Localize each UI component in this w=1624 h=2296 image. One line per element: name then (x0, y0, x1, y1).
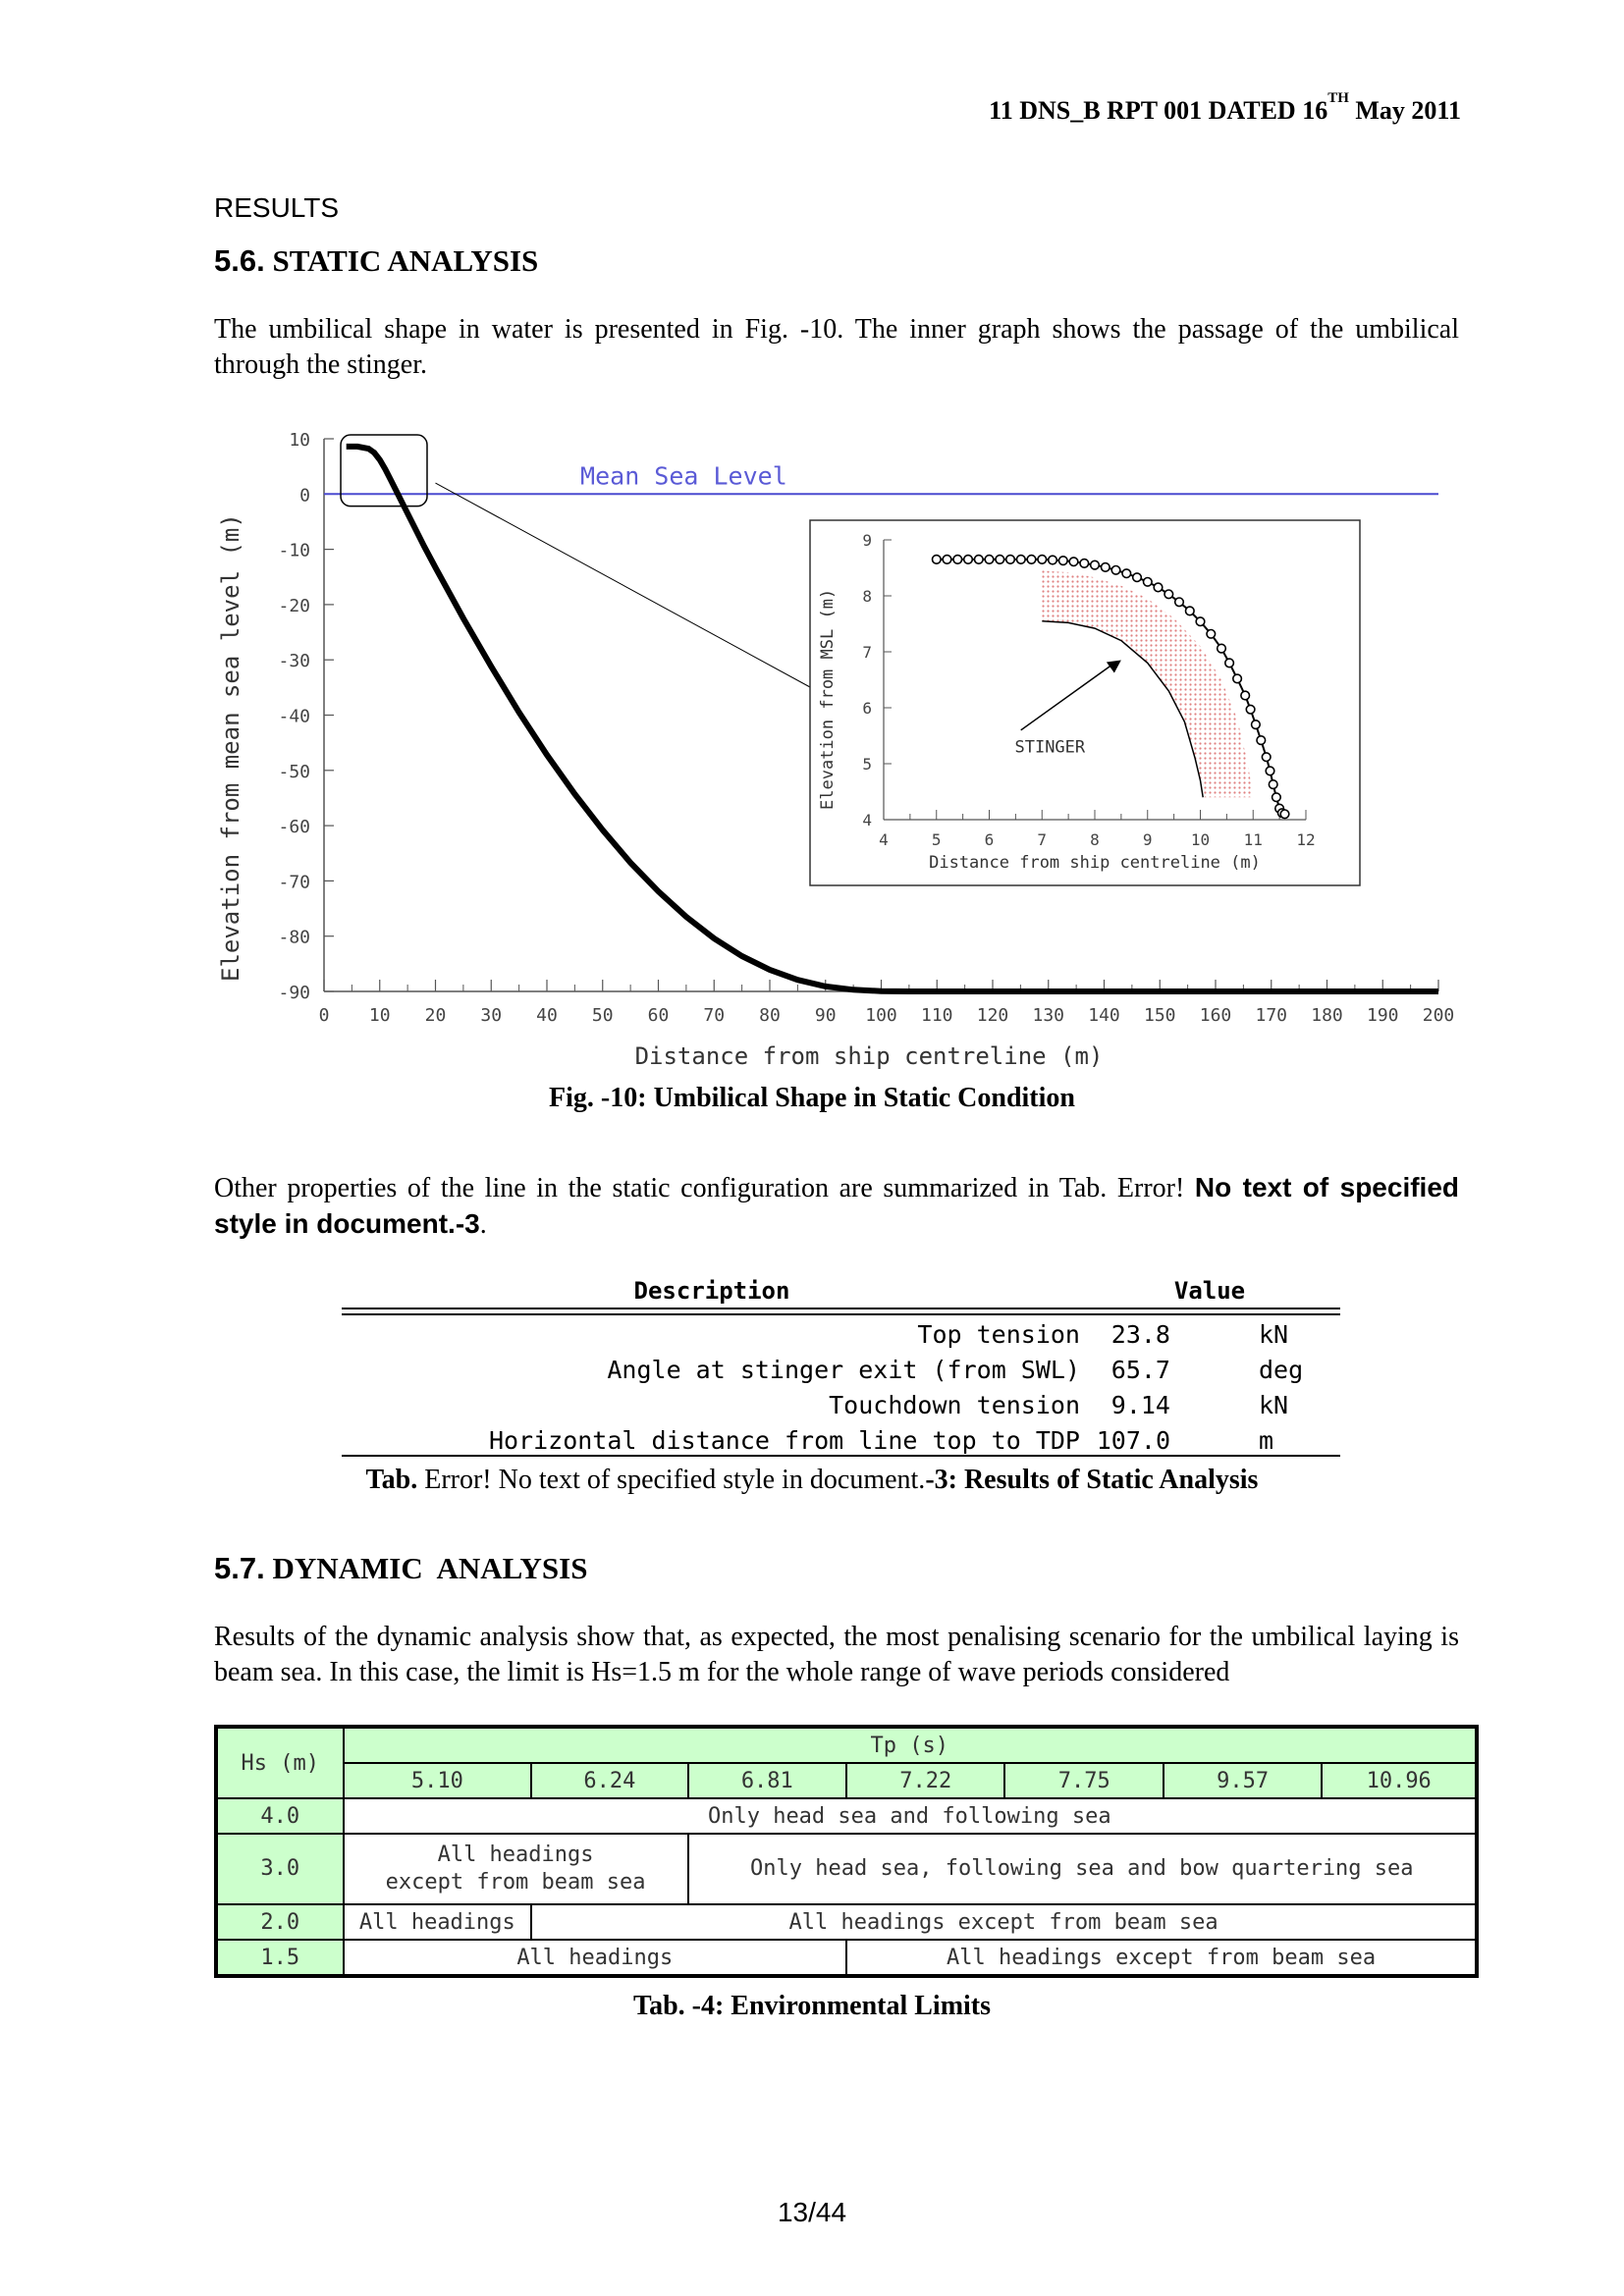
inset-x-tick-label: 9 (1142, 830, 1153, 849)
inset-data-point (975, 556, 984, 564)
table-row (216, 1904, 1477, 1940)
limit-cell-line1: All headings (437, 1842, 594, 1867)
inset-x-tick-label: 5 (931, 830, 942, 849)
inset-data-point (1246, 705, 1255, 714)
x-tick-label: 90 (814, 1005, 837, 1026)
inset-data-point (1241, 691, 1250, 700)
doc-ref-sup: TH (1327, 90, 1349, 106)
limit-cell (344, 1834, 688, 1904)
y-tick-label: -60 (278, 817, 310, 838)
inset-x-tick-label: 4 (879, 830, 889, 849)
inset-data-point (1006, 556, 1015, 564)
x-tick-label: 50 (591, 1005, 614, 1026)
table-row (216, 1940, 1477, 1976)
y-tick-label: -50 (278, 761, 310, 782)
section-title: DYNAMIC ANALYSIS (264, 1551, 588, 1585)
inset-data-point (1091, 561, 1100, 569)
y-tick-label: -30 (278, 651, 310, 672)
inset-data-point (1069, 558, 1078, 566)
inset-x-tick-label: 11 (1243, 830, 1263, 849)
doc-ref-text: 11 DNS_B RPT 001 DATED 16 (989, 96, 1328, 125)
inset-x-tick-label: 6 (984, 830, 995, 849)
tp-value: 5.10 (344, 1763, 532, 1798)
inset-y-tick-label: 5 (862, 755, 872, 774)
limit-cell: All headings (344, 1904, 532, 1940)
tab3-caption-title: -3: Results of Static Analysis (925, 1465, 1259, 1495)
x-tick-label: 100 (865, 1005, 897, 1026)
cell-value: 65.7 (1110, 1356, 1170, 1384)
static-results-table (334, 1271, 1345, 1458)
x-tick-label: 180 (1311, 1005, 1343, 1026)
inset-data-point (1186, 607, 1195, 615)
x-tick-label: 110 (920, 1005, 953, 1026)
cell-unit: kN (1259, 1320, 1289, 1349)
header-value: Value (1173, 1277, 1246, 1305)
x-tick-label: 0 (318, 1005, 330, 1026)
x-tick-label: 120 (976, 1005, 1009, 1026)
para2-error-ref: No text of specified style in document.-3 (214, 1172, 1460, 1239)
inset-y-tick-label: 4 (862, 811, 872, 829)
y-tick-label: 10 (289, 430, 310, 451)
table-row (829, 1391, 1288, 1419)
limit-cell: All headings (344, 1940, 846, 1976)
inset-data-point (1133, 573, 1142, 582)
inset-data-point (1196, 617, 1205, 626)
x-tick-label: 80 (759, 1005, 781, 1026)
hs-value: 3.0 (216, 1834, 344, 1904)
x-tick-label: 40 (536, 1005, 558, 1026)
inset-x-tick-label: 12 (1296, 830, 1316, 849)
inset-y-tick-label: 9 (862, 531, 872, 550)
inset-data-point (1049, 556, 1057, 564)
table-row (607, 1356, 1303, 1384)
table-row (216, 1763, 1477, 1798)
limit-cell: Only head sea, following sea and bow quartering sea (688, 1834, 1477, 1904)
para2-text: Other properties of the line in the static configuration are summarized in Tab. Error! (214, 1173, 1195, 1203)
paragraph-dynamic: Results of the dynamic analysis show that, as expected, the most penalising scenario for the umbilical laying is beam sea. In this case, the limit is Hs=1.5 m for the whole range of wave periods considered (214, 1622, 1459, 1687)
cell-unit: deg (1259, 1356, 1304, 1384)
y-tick-label: -70 (278, 872, 310, 893)
table3-caption (0, 1465, 1624, 1496)
inset-x-tick-label: 10 (1190, 830, 1211, 849)
y-tick-label: -20 (278, 595, 310, 616)
table4-caption: Tab. -4: Environmental Limits (632, 1991, 992, 2021)
hs-value: 4.0 (216, 1798, 344, 1834)
inset-data-point (1154, 583, 1163, 592)
page-number: 13/44 (777, 2197, 847, 2227)
inset-data-point (1272, 793, 1281, 802)
section-number: 5.6. (214, 243, 265, 278)
inset-data-point (1080, 560, 1089, 568)
inset-y-tick-label: 6 (862, 699, 872, 718)
inset-data-point (1038, 556, 1047, 564)
inset-data-point (1017, 556, 1026, 564)
results-label: RESULTS (214, 192, 340, 223)
table-row (489, 1426, 1273, 1455)
inset-data-point (1233, 674, 1242, 683)
inset-data-point (1144, 578, 1153, 587)
environmental-limits-table (214, 1725, 1479, 1978)
tab3-caption-error: Error! No text of specified style in document. (424, 1465, 926, 1495)
y-tick-label: -90 (278, 983, 310, 1003)
y-tick-label: 0 (299, 485, 310, 507)
inset-x-axis-title: Distance from ship centreline (m) (929, 853, 1261, 873)
x-tick-label: 30 (480, 1005, 503, 1026)
cell-description: Touchdown tension (829, 1391, 1080, 1419)
section-heading-dynamic (214, 1551, 587, 1586)
y-tick-label: -80 (278, 927, 310, 948)
section-heading-static (214, 243, 538, 279)
x-tick-label: 200 (1422, 1005, 1455, 1026)
main-y-axis-title: Elevation from mean sea level (m) (217, 513, 244, 982)
x-tick-label: 20 (424, 1005, 447, 1026)
table-row (216, 1834, 1477, 1904)
tp-value: 7.22 (846, 1763, 1004, 1798)
para2-end: . (479, 1209, 487, 1240)
inset-data-point (1111, 566, 1120, 575)
inset-frame (810, 520, 1360, 885)
header-description: Description (633, 1277, 790, 1305)
x-tick-label: 160 (1199, 1005, 1232, 1026)
x-tick-label: 70 (703, 1005, 726, 1026)
tab3-caption-prefix: Tab. (365, 1465, 425, 1495)
inset-data-point (1266, 767, 1274, 775)
inset-data-point (1218, 644, 1226, 653)
limit-cell-line2: except from beam sea (385, 1870, 646, 1895)
y-tick-label: -10 (278, 540, 310, 561)
inset-data-point (1059, 557, 1068, 565)
cell-unit: m (1259, 1426, 1274, 1455)
inset-y-tick-label: 8 (862, 587, 872, 606)
cell-description: Horizontal distance from line top to TDP (488, 1426, 1080, 1455)
inset-y-axis-title: Elevation from MSL (m) (818, 588, 838, 810)
inset-data-point (1175, 598, 1184, 607)
section-title: STATIC ANALYSIS (264, 243, 539, 278)
hs-header: Hs (m) (216, 1727, 344, 1798)
tp-value: 7.75 (1004, 1763, 1163, 1798)
section-number: 5.7. (214, 1551, 265, 1585)
inset-data-point (1122, 569, 1131, 578)
umbilical-shape-chart (196, 417, 1473, 1080)
inset-data-point (943, 556, 951, 564)
limit-cell: All headings except from beam sea (846, 1940, 1477, 1976)
tp-value: 6.24 (531, 1763, 687, 1798)
x-tick-label: 130 (1032, 1005, 1065, 1026)
x-tick-label: 190 (1366, 1005, 1399, 1026)
x-tick-label: 170 (1255, 1005, 1288, 1026)
figure-caption: Fig. -10: Umbilical Shape in Static Condition (549, 1083, 1075, 1113)
inset-x-tick-label: 7 (1037, 830, 1048, 849)
paragraph-static-summary (214, 1170, 1459, 1243)
table-row (917, 1320, 1288, 1349)
inset-data-point (1102, 563, 1110, 572)
inset-y-tick-label: 7 (862, 643, 872, 662)
x-tick-label: 140 (1088, 1005, 1120, 1026)
inset-data-point (953, 556, 962, 564)
inset-data-point (1164, 590, 1173, 599)
inset-x-tick-label: 8 (1090, 830, 1100, 849)
cell-value: 107.0 (1096, 1426, 1170, 1455)
tp-value: 6.81 (688, 1763, 846, 1798)
x-tick-label: 150 (1143, 1005, 1176, 1026)
inset-data-point (985, 556, 994, 564)
inset-data-point (1262, 753, 1271, 762)
table-row (216, 1798, 1477, 1834)
inset-data-point (1225, 659, 1234, 667)
inset-data-point (1027, 556, 1036, 564)
document-reference (989, 90, 1461, 126)
tp-value: 9.57 (1164, 1763, 1322, 1798)
table-row (216, 1727, 1477, 1763)
inset-data-point (933, 556, 942, 564)
cell-unit: kN (1259, 1391, 1289, 1419)
limit-cell: Only head sea and following sea (344, 1798, 1477, 1834)
inset-data-point (1280, 810, 1289, 819)
tp-header: Tp (s) (344, 1727, 1477, 1763)
inset-data-point (1252, 721, 1261, 729)
inset-data-point (1257, 736, 1266, 745)
inset-data-point (1269, 780, 1277, 789)
inset-data-point (1207, 630, 1216, 639)
cell-description: Angle at stinger exit (from SWL) (607, 1356, 1080, 1384)
zoom-connector-line (436, 483, 811, 687)
limit-cell: All headings except from beam sea (531, 1904, 1477, 1940)
cell-value: 9.14 (1110, 1391, 1170, 1419)
x-tick-label: 10 (368, 1005, 391, 1026)
inset-data-point (964, 556, 973, 564)
hs-value: 1.5 (216, 1940, 344, 1976)
y-tick-label: -40 (278, 706, 310, 727)
x-tick-label: 60 (647, 1005, 670, 1026)
mean-sea-level-label: Mean Sea Level (580, 461, 787, 491)
main-x-axis-title: Distance from ship centreline (m) (634, 1042, 1104, 1070)
tp-value: 10.96 (1322, 1763, 1477, 1798)
stinger-label: STINGER (1014, 737, 1086, 758)
cell-description: Top tension (917, 1320, 1080, 1349)
hs-value: 2.0 (216, 1904, 344, 1940)
doc-ref-date: May 2011 (1348, 96, 1461, 125)
inset-data-point (996, 556, 1004, 564)
cell-value: 23.8 (1110, 1320, 1170, 1349)
paragraph-intro: The umbilical shape in water is presented in Fig. -10. The inner graph shows the passage of the umbilical through the stinger. (214, 314, 1459, 380)
